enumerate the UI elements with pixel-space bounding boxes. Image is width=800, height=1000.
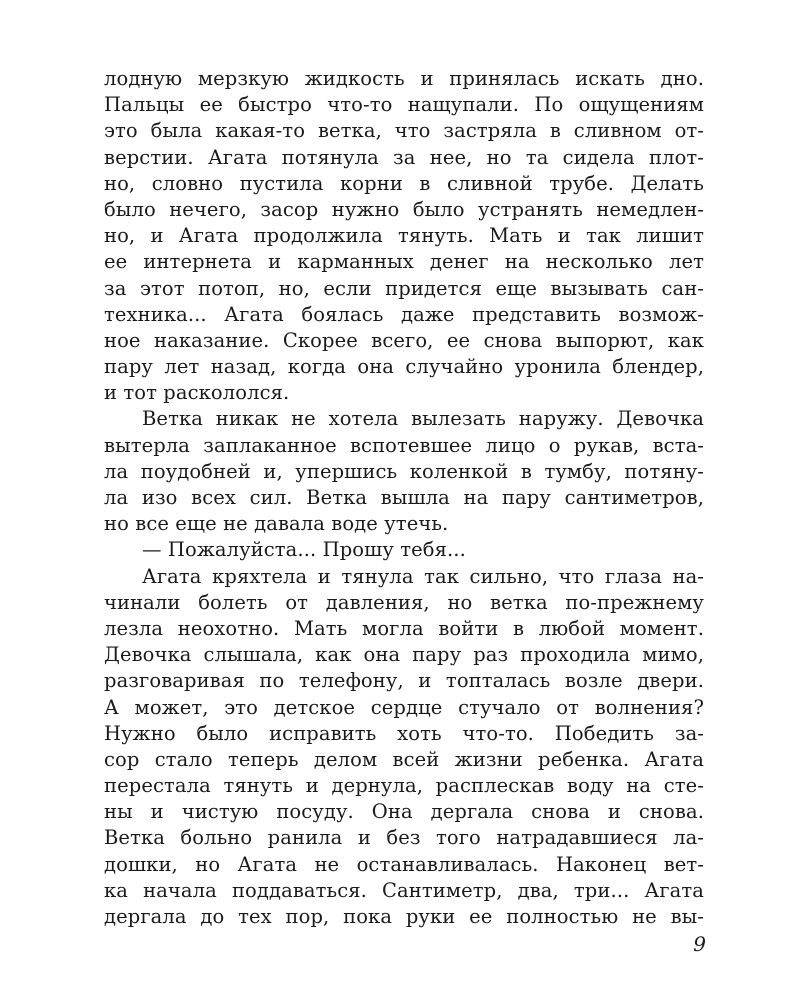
text-line: перестала тянуть и дернула, расплескав воду на сте- [104,774,704,798]
text-line: ее интернета и карманных денег на несколько лет [104,250,704,274]
text-line: Нужно было исправить хоть что-то. Победить за- [104,721,704,745]
text-line: но, словно пустила корни в сливной трубе. Делать [104,171,704,195]
text-line: Девочка слышала, как она пару раз проходила мимо, [104,643,704,667]
text-line: верстии. Агата потянула за нее, но та сидела плот- [104,145,704,169]
page-number: 9 [693,932,706,956]
text-line: Ветка никак не хотела вылезать наружу. Девочка [142,407,704,431]
text-line: за этот потоп, но, если придется еще вызывать сан- [104,276,704,300]
text-line: пару лет назад, когда она случайно уронила блендер, [104,355,704,379]
text-line: было нечего, засор нужно было устранять немедлен- [104,197,704,221]
text-line: А может, это детское сердце стучало от волнения? [104,695,704,719]
text-line: разговаривая по телефону, и топталась возле двери. [104,669,704,693]
text-line: но все еще не давала воде утечь. [104,512,449,536]
text-line: Агата кряхтела и тянула так сильно, что глаза на- [142,564,704,588]
text-line: ла поудобней и, упершись коленкой в тумбу, потяну- [104,459,704,483]
text-line: ны и чистую посуду. Она дергала снова и снова. [104,800,704,824]
text-line: — Пожалуйста... Прошу тебя... [142,538,466,562]
text-line: это была какая-то ветка, что застряла в сливном от- [104,119,704,143]
text-line: и тот раскололся. [104,381,290,405]
text-line: ка начала поддаваться. Сантиметр, два, три... Агата [104,878,704,902]
text-line: сор стало теперь делом всей жизни ребенка. Агата [104,747,704,771]
text-line: техника... Агата боялась даже представить возмож- [104,302,704,326]
text-line: Пальцы ее быстро что-то нащупали. По ощущениям [104,93,704,117]
text-line: ное наказание. Скорее всего, ее снова выпорют, как [104,328,704,352]
text-line: Ветка больно ранила и без того натрадавшиеся ла- [104,826,704,850]
text-line: дошки, но Агата не останавливалась. Наконец вет- [104,852,704,876]
text-line: дергала до тех пор, пока руки ее полностью не вы- [104,905,704,928]
text-line: лодную мерзкую жидкость и принялась искать дно. [104,67,704,90]
text-line: но, и Агата продолжила тянуть. Мать и так лишит [104,224,704,248]
text-line: ла изо всех сил. Ветка вышла на пару сантиметров, [104,486,704,509]
text-line: вытерла заплаканное вспотевшее лицо о рукав, вста- [104,433,704,457]
body-text [104,66,704,930]
text-line: лезла неохотно. Мать могла войти в любой момент. [104,616,704,640]
text-line: чинали болеть от давления, но ветка по-прежнему [104,590,704,614]
